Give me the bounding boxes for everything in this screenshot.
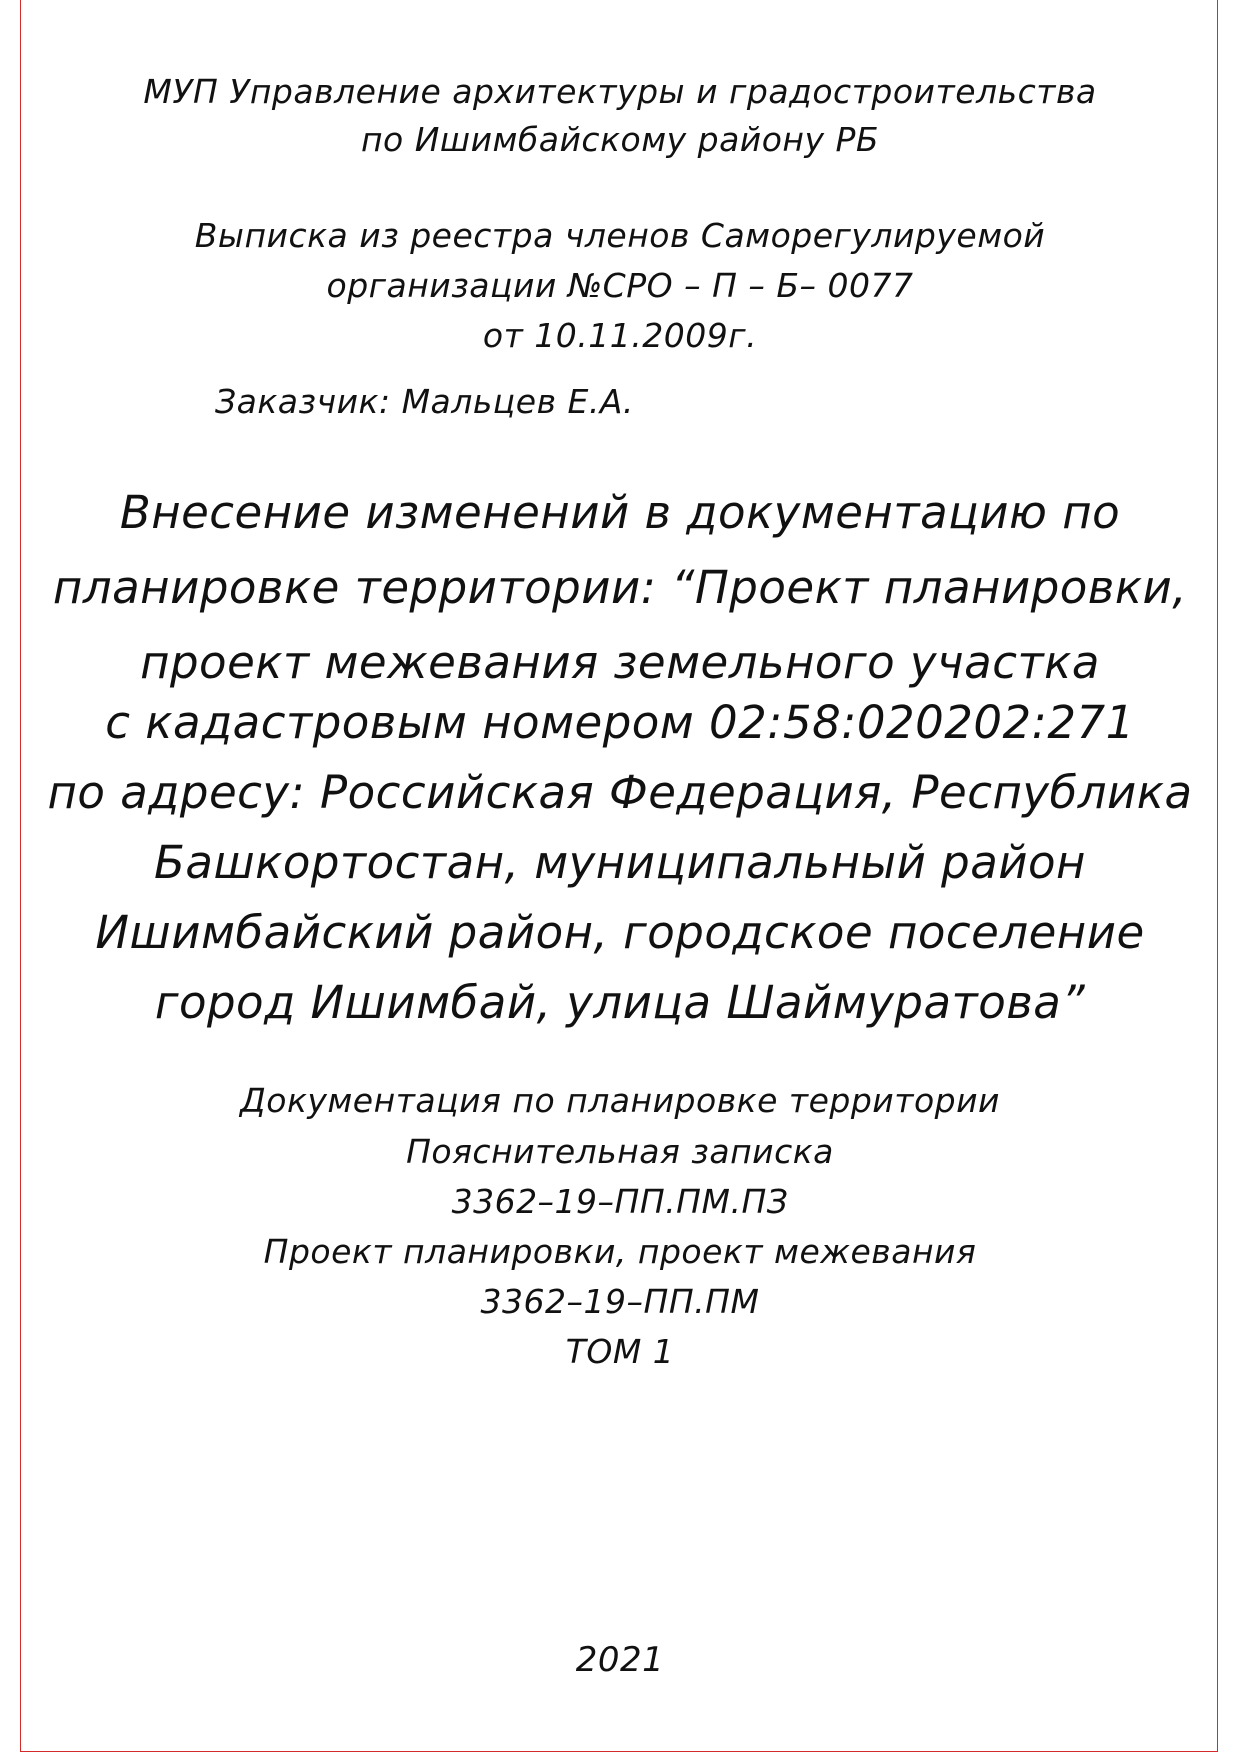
registry-line-1: Выписка из реестра членов Саморегулируемой (194, 216, 1046, 255)
document-code-pz: 3362–19–ПП.ПМ.ПЗ (451, 1182, 789, 1221)
customer-label: Заказчик: Мальцев Е.А. (215, 382, 634, 421)
title-line-5: по адресу: Российская Федерация, Республика (47, 766, 1193, 819)
documentation-line-1: Документация по планировке территории (239, 1081, 1000, 1120)
title-line-8: город Ишимбай, улица Шаймуратова” (154, 976, 1086, 1029)
title-line-1: Внесение изменений в документацию по (119, 486, 1121, 539)
documentation-line-4: Проект планировки, проект межевания (263, 1232, 977, 1271)
title-line-6: Башкортостан, муниципальный район (154, 836, 1086, 889)
title-line-4: с кадастровым номером 02:58:020202:271 (105, 696, 1135, 749)
organization-name-line-2: по Ишимбайскому району РБ (360, 120, 880, 159)
year: 2021 (575, 1640, 665, 1680)
documentation-line-2: Пояснительная записка (406, 1132, 834, 1171)
registry-line-3: от 10.11.2009г. (482, 316, 758, 355)
title-line-2: планировке территории: “Проект планировки, (52, 561, 1188, 614)
volume-label: ТОМ 1 (565, 1332, 675, 1371)
title-line-7: Ишимбайский район, городское поселение (95, 906, 1145, 959)
document-code-pm: 3362–19–ПП.ПМ (480, 1282, 760, 1321)
organization-name-line-1: МУП Управление архитектуры и градостроительства (143, 72, 1097, 111)
registry-line-2: организации №СРО – П – Б– 0077 (326, 266, 914, 305)
title-line-3: проект межевания земельного участка (140, 636, 1100, 689)
